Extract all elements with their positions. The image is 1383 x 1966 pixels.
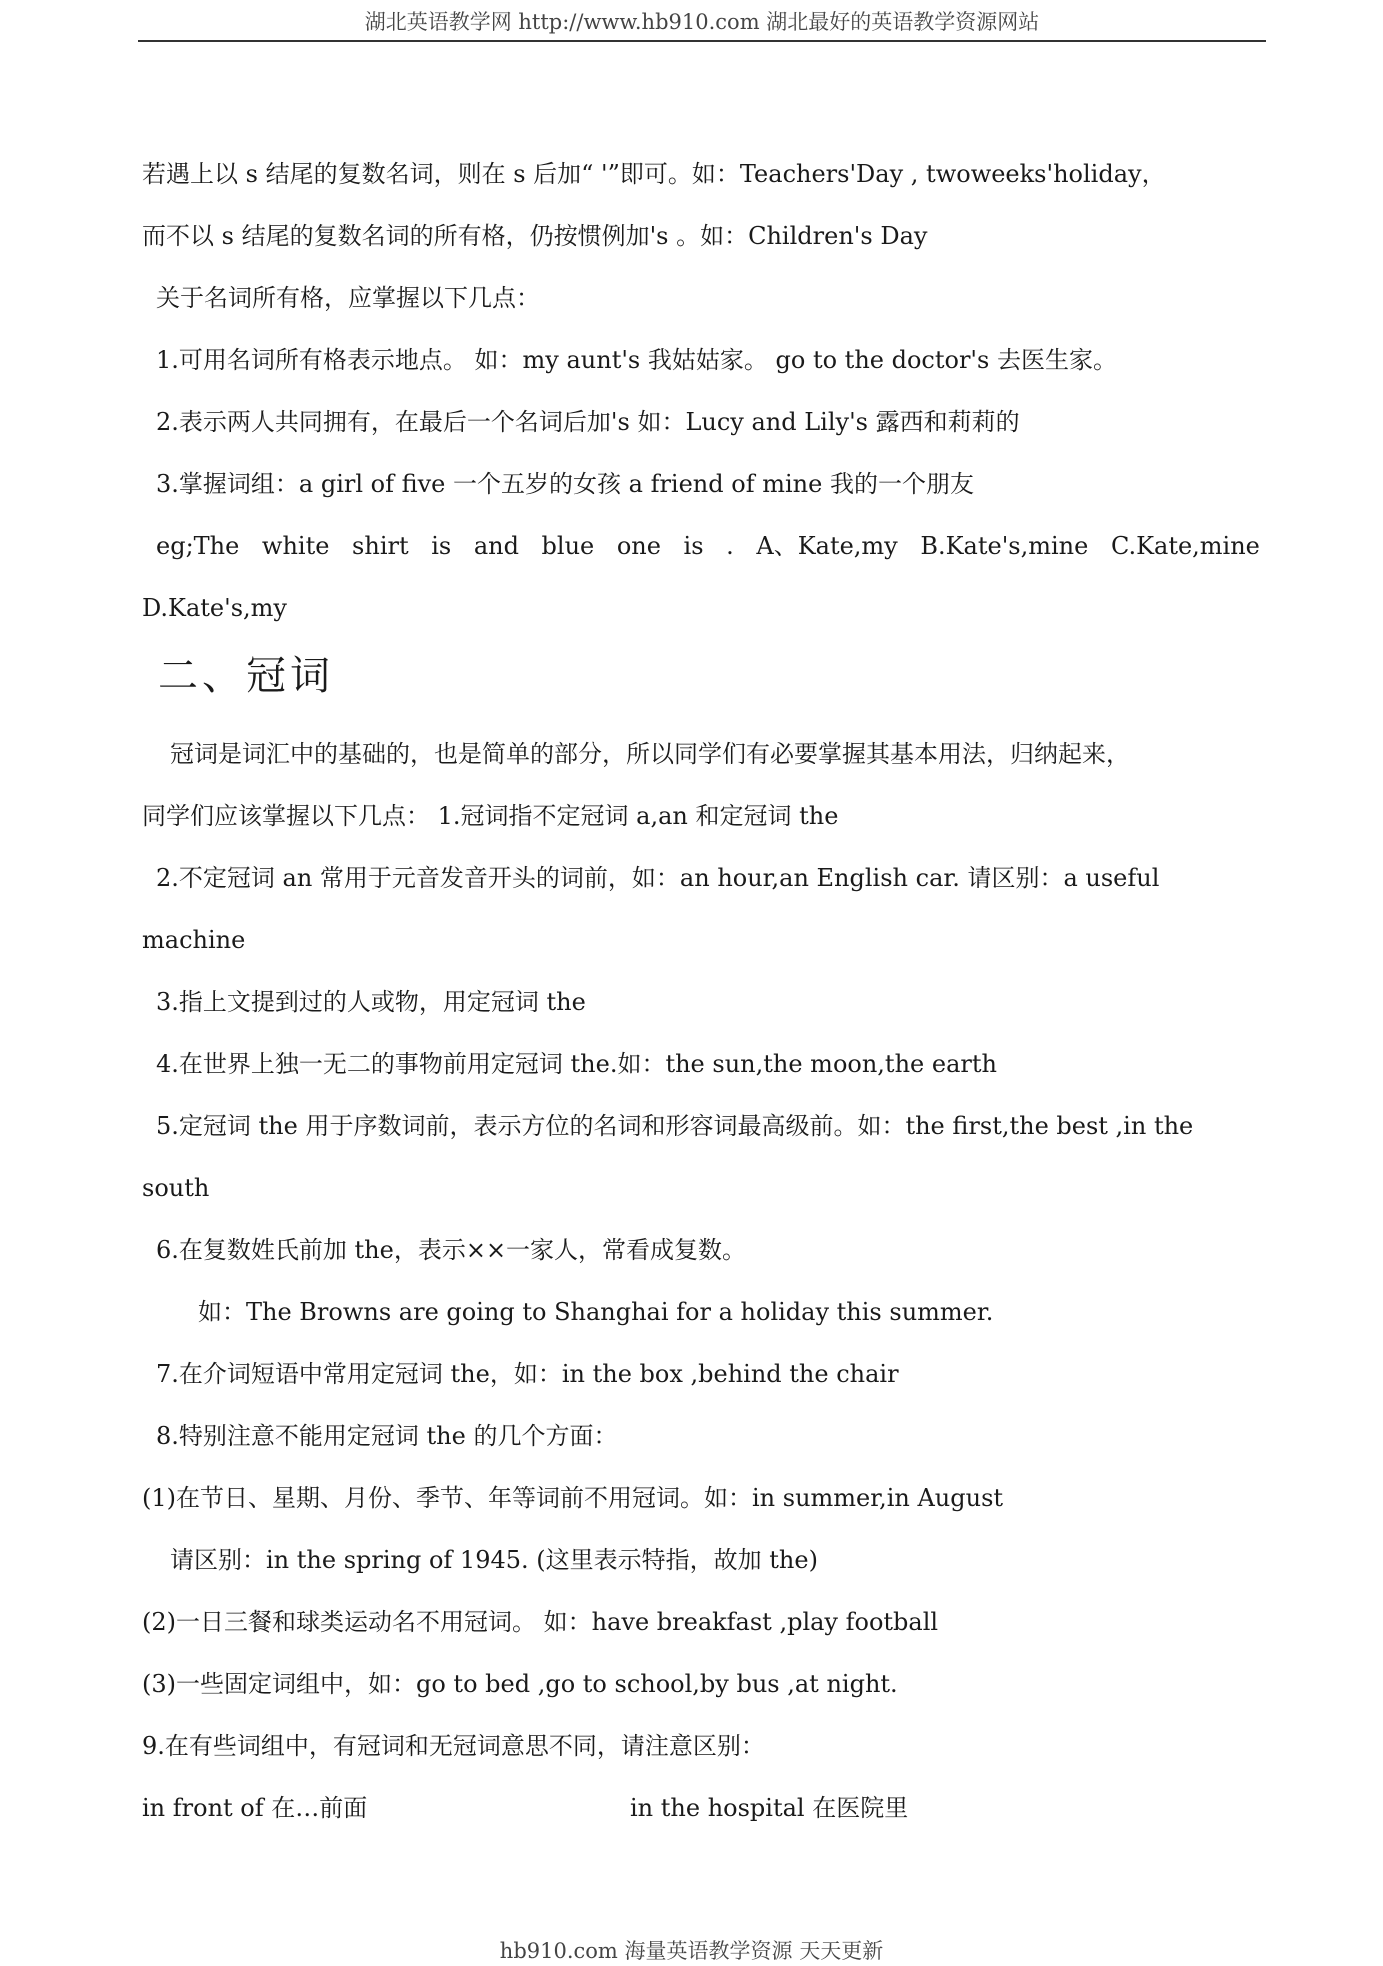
example-word: shirt [352, 532, 409, 560]
option-d: D.Kate's,my [142, 594, 287, 622]
example-question [156, 530, 1260, 562]
text-line: 2.不定冠词 an 常用于元音发音开头的词前，如：an hour,an English car. 请区别：a useful [156, 864, 1160, 892]
example-word: is [683, 532, 704, 560]
page-footer: hb910.com 海量英语教学资源 天天更新 [499, 1939, 884, 1963]
text-line: 若遇上以 s 结尾的复数名词，则在 s 后加“ '”即可。如：Teachers'Day , twoweeks'holiday， [142, 160, 1166, 188]
text-line: 1.可用名词所有格表示地点。 如：my aunt's 我姑姑家。 go to the doctor's 去医生家。 [156, 346, 1117, 374]
text-line: 3.掌握词组：a girl of five 一个五岁的女孩 a friend of mine 我的一个朋友 [156, 470, 974, 498]
option-a: A、Kate,my [756, 532, 898, 560]
text-line: 同学们应该掌握以下几点： 1.冠词指不定冠词 a,an 和定冠词 the [142, 802, 839, 830]
text-line: (1)在节日、星期、月份、季节、年等词前不用冠词。如：in summer,in August [142, 1484, 1004, 1512]
phrase-left: in front of 在…前面 [142, 1794, 368, 1822]
example-word: is [431, 532, 452, 560]
option-b: B.Kate's,mine [920, 532, 1089, 560]
text-line: 8.特别注意不能用定冠词 the 的几个方面： [156, 1422, 618, 1450]
phrase-right: in the hospital 在医院里 [630, 1794, 909, 1822]
text-line: (3)一些固定词组中，如：go to bed ,go to school,by bus ,at night. [142, 1670, 898, 1698]
text-line: 4.在世界上独一无二的事物前用定冠词 the.如：the sun,the moon,the earth [156, 1050, 997, 1078]
example-word: . [726, 532, 734, 560]
text-line: 5.定冠词 the 用于序数词前，表示方位的名词和形容词最高级前。如：the first,the best ,in the [156, 1112, 1194, 1140]
text-line: machine [142, 926, 246, 954]
example-word: blue [541, 532, 595, 560]
text-line: 9.在有些词组中，有冠词和无冠词意思不同，请注意区别： [142, 1732, 765, 1760]
section-heading: 二、冠词 [158, 653, 334, 699]
example-word: white [261, 532, 330, 560]
text-line: 6.在复数姓氏前加 the，表示××一家人，常看成复数。 [156, 1236, 747, 1264]
text-line: (2)一日三餐和球类运动名不用冠词。 如：have breakfast ,play football [142, 1608, 939, 1636]
example-word: and [473, 532, 519, 560]
text-line: 7.在介词短语中常用定冠词 the，如：in the box ,behind the chair [156, 1360, 899, 1388]
example-word: eg;The [156, 532, 240, 560]
text-line: 冠词是词汇中的基础的，也是简单的部分，所以同学们有必要掌握其基本用法，归纳起来， [170, 740, 1130, 768]
option-c: C.Kate,mine [1110, 532, 1260, 560]
example-word: one [616, 532, 661, 560]
text-line: 2.表示两人共同拥有，在最后一个名词后加's 如：Lucy and Lily's 露西和莉莉的 [156, 408, 1020, 436]
text-line: 如：The Browns are going to Shanghai for a holiday this summer. [198, 1298, 994, 1326]
page-header: 湖北英语教学网 http://www.hb910.com 湖北最好的英语教学资源网站 [138, 4, 1266, 42]
text-line: 请区别：in the spring of 1945. (这里表示特指，故加 the) [170, 1546, 818, 1574]
text-line: 关于名词所有格，应掌握以下几点： [156, 284, 540, 312]
text-line: 而不以 s 结尾的复数名词的所有格，仍按惯例加's 。如：Children's Day [142, 222, 928, 250]
text-line: 3.指上文提到过的人或物，用定冠词 the [156, 988, 586, 1016]
text-line: south [142, 1174, 210, 1202]
